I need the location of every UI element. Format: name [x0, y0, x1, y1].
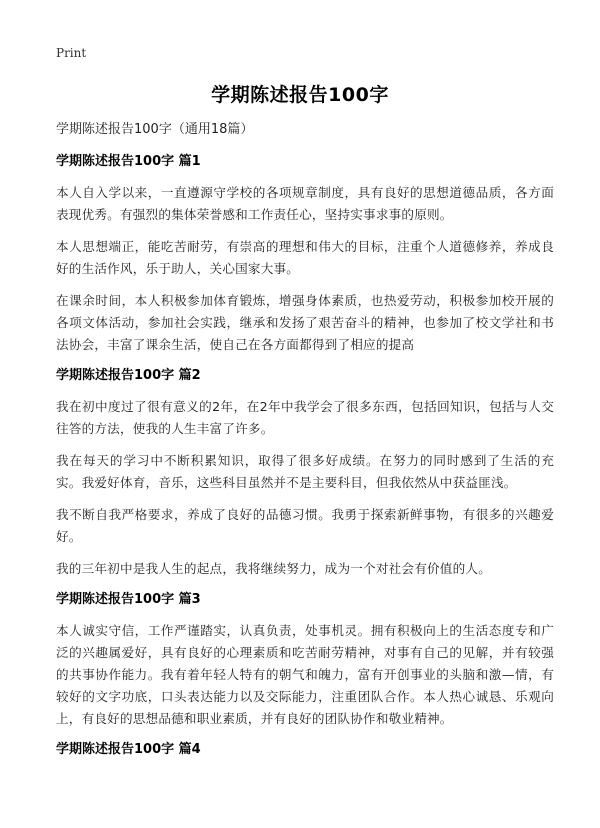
- section-heading: 学期陈述报告100字 篇2: [56, 368, 201, 383]
- paragraph: 本人思想端正，能吃苦耐劳，有崇高的理想和伟大的目标，注重个人道德修养，养成良好的生活作风，乐于助人，关心国家大事。: [56, 239, 554, 276]
- section-4: [56, 740, 554, 760]
- paragraph: 我在每天的学习中不断积累知识，取得了很多好成绩。在努力的同时感到了生活的充实。我爱好体育，音乐，这些科目虽然并不是主要科目，但我依然从中获益匪浅。: [56, 453, 554, 490]
- document-body: [56, 120, 554, 770]
- document-subtitle: 学期陈述报告100字（通用18篇）: [56, 122, 254, 137]
- section-2: [56, 366, 554, 580]
- paragraph: 本人自入学以来，一直遵源守学校的各项规章制度，具有良好的思想道德品质，各方面表现优秀。有强烈的集体荣誉感和工作责任心，坚持实事求事的原则。: [56, 185, 554, 222]
- paragraph: 我在初中度过了很有意义的2年，在2年中我学会了很多东西，包括回知识，包括与人交往答的方法，使我的人生丰富了许多。: [56, 399, 554, 436]
- paragraph: 我的三年初中是我人生的起点，我将继续努力，成为一个对社会有价值的人。: [56, 561, 491, 576]
- section-1: [56, 152, 554, 356]
- paragraph: 在课余时间，本人积极参加体育锻炼，增强身体素质，也热爱劳动，积极参加校开展的各项文体活动，参加社会实践，继承和发扬了艰苦奋斗的精神，也参加了校文学社和书法协会，丰富了课余生活，使自己在各方面都得到了相应的提高: [56, 293, 554, 352]
- section-heading: 学期陈述报告100字 篇3: [56, 592, 201, 607]
- section-heading: 学期陈述报告100字 篇4: [56, 742, 201, 757]
- paragraph: 本人诚实守信，工作严谨踏实，认真负责，处事机灵。拥有积极向上的生活态度专和广泛的兴趣属爱好，具有良好的心理素质和吃苦耐劳精神，对事有自己的见解，并有较强的共事协作能力。我有着年轻人特有的朝气和魄力，富有开创事业的头脑和激—情，有较好的文字功底，口头表达能力以及交际能力，注重团队合作。本人热心诚恳、乐观向上，有良好的思想品德和职业素质，并有良好的团队协作和敬业精神。: [56, 623, 554, 726]
- section-heading: 学期陈述报告100字 篇1: [56, 154, 201, 169]
- print-link[interactable]: Print: [56, 46, 87, 60]
- paragraph: 我不断自我严格要求，养成了良好的品德习惯。我勇于探索新鲜事物，有很多的兴趣爱好。: [56, 507, 554, 544]
- document-title: 学期陈述报告100字: [211, 84, 389, 106]
- section-3: [56, 590, 554, 730]
